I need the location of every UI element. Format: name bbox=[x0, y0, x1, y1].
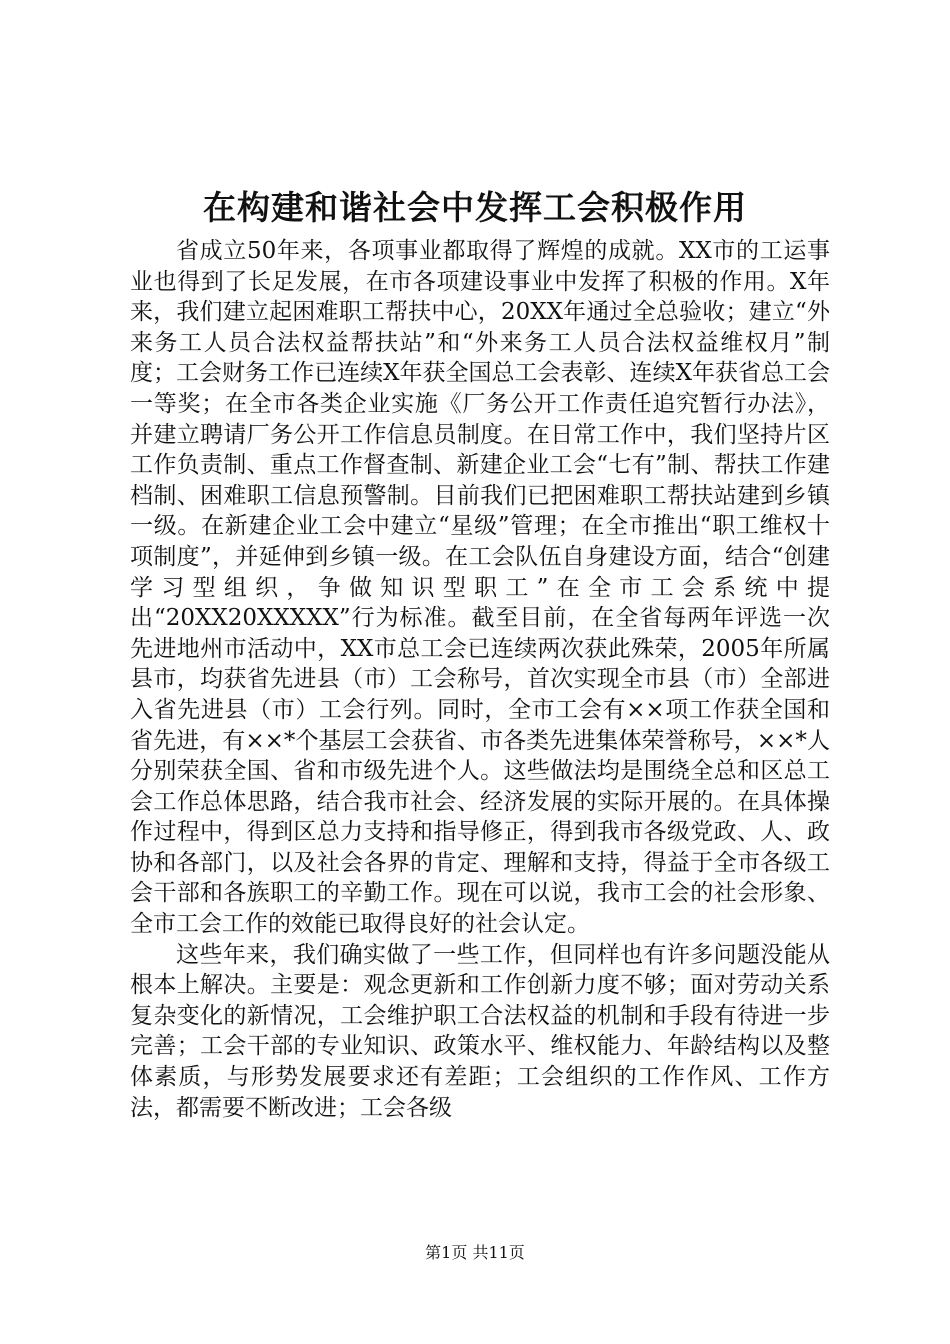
page-footer: 第1页 共11页 bbox=[425, 1243, 525, 1262]
paragraph-1: 省成立50年来，各项事业都取得了辉煌的成就。XX市的工运事业也得到了长足发展，在市各项建设事业中发挥了积极的作用。X年来，我们建立起困难职工帮扶中心，20XX年通过全总验收；建立“外来务工人员合法权益帮扶站”和“外来务工人员合法权益维权月”制度；工会财务工作已连续X年获全国总工会表彰、连续X年获省总工会一等奖；在全市各类企业实施《厂务公开工作责任追究暂行办法》，并建立聘请厂务公开工作信息员制度。在日常工作中，我们坚持片区工作负责制、重点工作督查制、新建企业工会“七有”制、帮扶工作建档制、困难职工信息预警制。目前我们已把困难职工帮扶站建到乡镇一级。在新建企业工会中建立“星级”管理；在全市推出“职工维权十项制度”，并延伸到乡镇一级。在工会队伍自身建设方面，结合“创建学习型组织，争做知识型职工”在全市工会系统中提出“20XX20XXXXX”行为标准。截至目前，在全省每两年评选一次先进地州市活动中，XX市总工会已连续两次获此殊荣，2005年所属县市，均获省先进县（市）工会称号，首次实现全市县（市）全部进入省先进县（市）工会行列。同时，全市工会有××项工作获全国和省先进，有××*个基层工会获省、市各类先进集体荣誉称号，××*人分别荣获全国、省和市级先进个人。这些做法均是围绕全总和区总工会工作总体思路，结合我市社会、经济发展的实际开展的。在具体操作过程中，得到区总力支持和指导修正，得到我市各级党政、人、政协和各部门，以及社会各界的肯定、理解和支持，得益于全市各级工会干部和各族职工的辛勤工作。现在可以说，我市工会的社会形象、全市工会工作的效能已取得良好的社会认定。 bbox=[130, 238, 830, 938]
paragraph-2: 这些年来，我们确实做了一些工作，但同样也有许多问题没能从根本上解决。主要是：观念更新和工作创新力度不够；面对劳动关系复杂变化的新情况，工会维护职工合法权益的机制和手段有待进一步完善；工会干部的专业知识、政策水平、维权能力、年龄结构以及整体素质，与形势发展要求还有差距；工会组织的工作作风、工作方法，都需要不断改进；工会各级 bbox=[130, 941, 830, 1121]
document-title: 在构建和谐社会中发挥工会积极作用 bbox=[203, 188, 747, 227]
document-body bbox=[130, 236, 830, 1123]
